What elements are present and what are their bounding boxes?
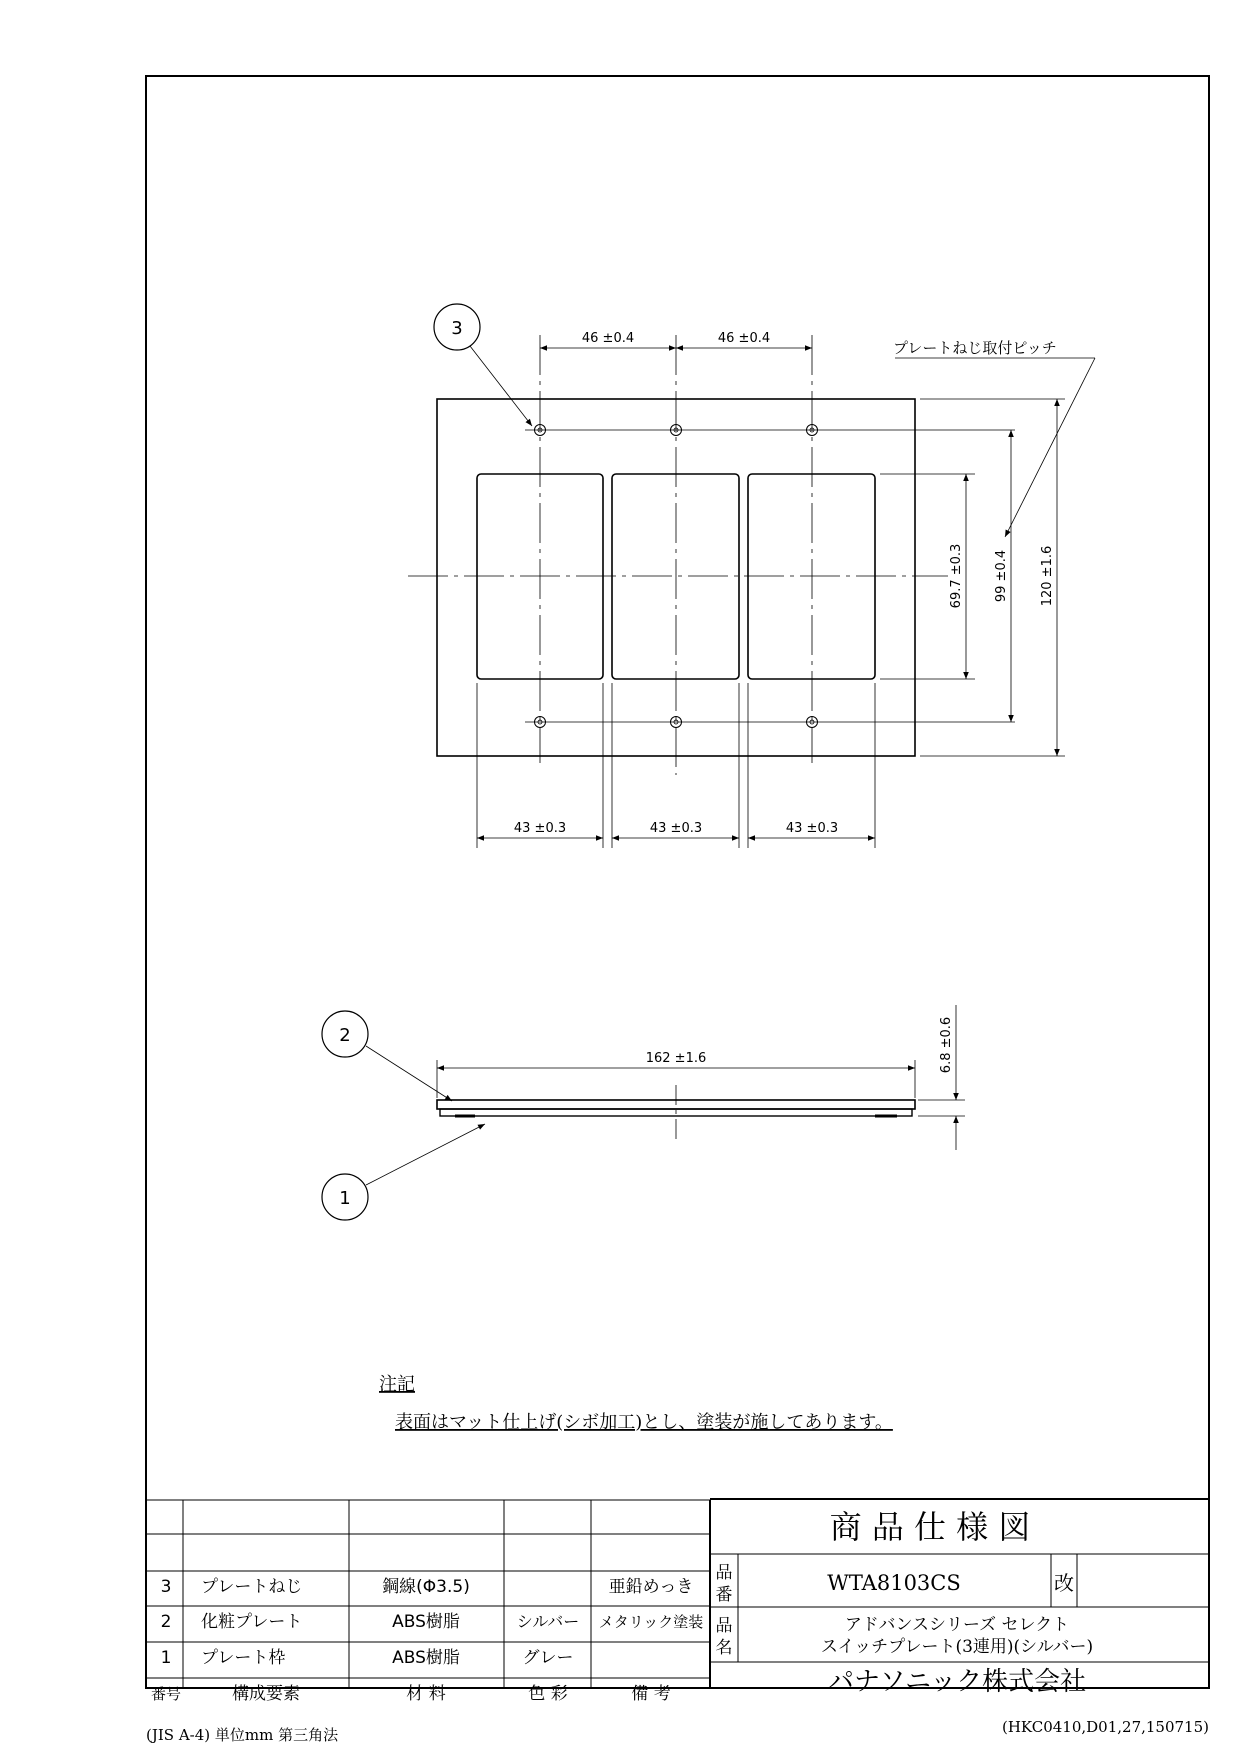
header-color: 色 彩 <box>528 1684 568 1704</box>
product-name-line2: スイッチプレート(3連用)(シルバー) <box>820 1637 1094 1657</box>
row-color: シルバー <box>516 1612 580 1631</box>
title-block-title: 商 品 仕 様 図 <box>829 1508 1031 1546</box>
product-name-label: 品 <box>715 1616 733 1636</box>
front-view <box>408 304 1095 848</box>
row-no: 3 <box>160 1577 172 1597</box>
row-remarks: メタリック塗装 <box>598 1613 704 1631</box>
header-no: 番号 <box>150 1685 182 1703</box>
callout-3-label: 3 <box>451 318 463 339</box>
parts-row-1 <box>161 1648 574 1668</box>
row-element: プレート枠 <box>201 1648 286 1668</box>
dim-plate-thickness: 6.8 ±0.6 <box>939 1016 954 1074</box>
row-material: ABS樹脂 <box>392 1612 460 1632</box>
header-element: 構成要素 <box>232 1684 300 1704</box>
notes-text: 表面はマット仕上げ(シボ加工)とし、塗装が施してあります。 <box>395 1412 893 1433</box>
callout-1-label: 1 <box>339 1188 351 1209</box>
row-no: 1 <box>160 1648 172 1668</box>
row-remarks: 亜鉛めっき <box>608 1577 694 1597</box>
row-element: 化粧プレート <box>201 1612 303 1632</box>
footer-standard: (JIS A-4) 単位mm 第三角法 <box>146 1726 339 1744</box>
row-material: ABS樹脂 <box>392 1648 460 1668</box>
product-name-label-2: 名 <box>715 1638 733 1658</box>
notes-heading: 注記 <box>379 1374 415 1395</box>
callout-2-label: 2 <box>339 1025 351 1046</box>
dim-opening-width-3: 43 ±0.3 <box>785 821 839 836</box>
revision-label: 改 <box>1054 1571 1074 1595</box>
dim-plate-height: 120 ±1.6 <box>1040 545 1055 607</box>
parts-row-3 <box>161 1577 694 1597</box>
dim-screw-vertical-pitch: 99 ±0.4 <box>994 549 1009 603</box>
dim-opening-width-2: 43 ±0.3 <box>649 821 703 836</box>
footer-doc-code: (HKC0410,D01,27,150715) <box>1001 1718 1209 1736</box>
company-name: パナソニック株式会社 <box>827 1667 1087 1697</box>
row-color: グレー <box>522 1648 574 1668</box>
part-no-label-2: 番 <box>715 1585 733 1605</box>
drawing-frame <box>146 76 1209 1688</box>
part-no-label: 品 <box>715 1563 733 1583</box>
opening-2 <box>612 474 739 679</box>
part-number: WTA8103CS <box>827 1571 961 1595</box>
screw-pitch-note: プレートねじ取付ピッチ <box>893 339 1057 357</box>
parts-row-2 <box>161 1612 704 1632</box>
dim-opening-height: 69.7 ±0.3 <box>949 543 964 609</box>
product-name-line1: アドバンスシリーズ セレクト <box>844 1615 1070 1635</box>
dim-plate-width: 162 ±1.6 <box>645 1051 707 1066</box>
dim-screw-pitch-right: 46 ±0.4 <box>717 331 771 346</box>
side-view <box>322 1005 965 1220</box>
row-material: 鋼線(Φ3.5) <box>382 1577 470 1597</box>
dim-screw-pitch-left: 46 ±0.4 <box>581 331 635 346</box>
row-no: 2 <box>160 1612 172 1632</box>
row-element: プレートねじ <box>201 1577 303 1597</box>
dim-opening-width-1: 43 ±0.3 <box>513 821 567 836</box>
header-remarks: 備 考 <box>631 1684 671 1704</box>
header-material: 材 料 <box>406 1684 446 1704</box>
opening-3 <box>748 474 875 679</box>
